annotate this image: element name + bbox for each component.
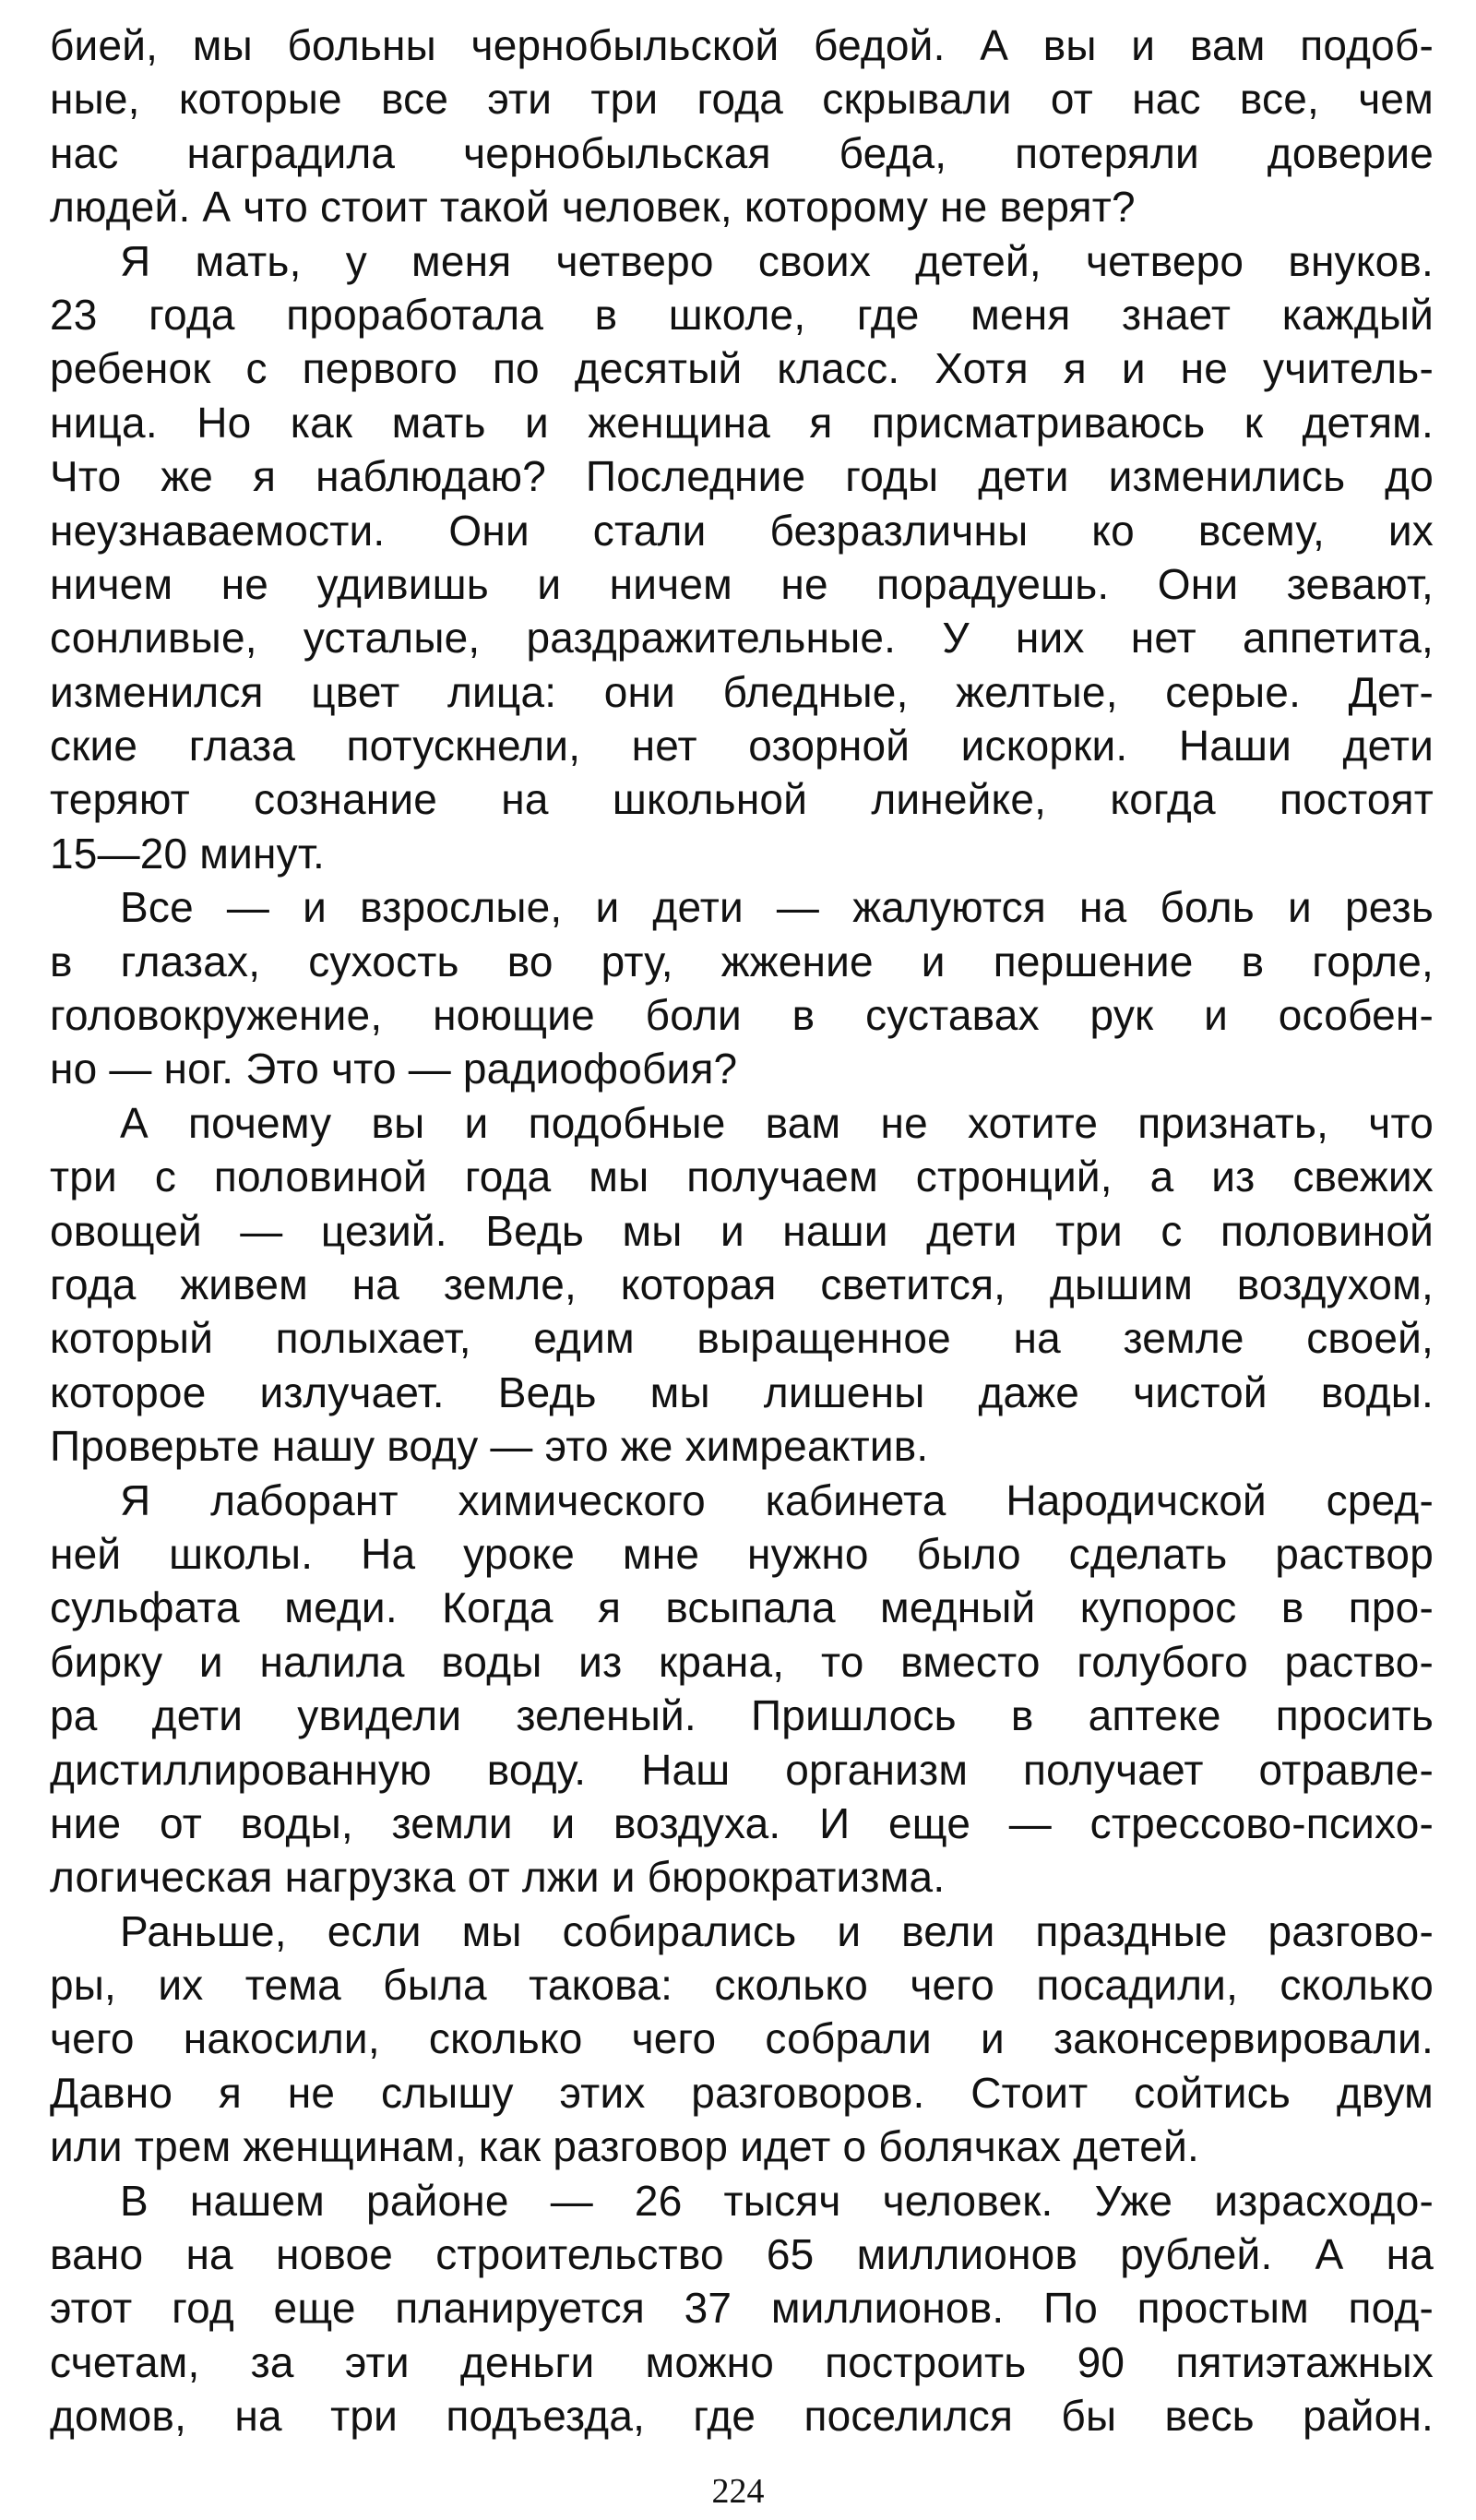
text-line: сульфата меди. Когда я всыпала медный купорос в про-	[50, 1583, 1434, 1632]
page-number: 224	[711, 2472, 765, 2511]
text-line: счетам, за эти деньги можно построить 90 пятиэтажных	[50, 2337, 1434, 2386]
text-line: В нашем районе — 26 тысяч человек. Уже израсходо-	[120, 2176, 1434, 2225]
paragraph	[50, 1905, 1434, 2174]
paragraph	[50, 234, 1434, 881]
paragraph	[50, 1474, 1434, 1905]
text-line: 23 года проработала в школе, где меня знает каждый	[50, 290, 1434, 339]
text-line: в глазах, сухость во рту, жжение и першение в горле,	[50, 937, 1434, 985]
text-line: А почему вы и подобные вам не хотите признать, что	[120, 1098, 1434, 1147]
text-line: изменился цвет лица: они бледные, желтые, серые. Дет-	[50, 667, 1434, 716]
text-line: домов, на три подъезда, где поселился бы весь район.	[50, 2392, 1434, 2441]
text-line: ные, которые все эти три года скрывали от нас все, чем	[50, 75, 1434, 124]
text-line: года живем на земле, которая светится, дышим воздухом,	[50, 1260, 1434, 1308]
text-line: сонливые, усталые, раздражительные. У них нет аппетита,	[50, 614, 1434, 663]
text-line: нас наградила чернобыльская беда, потеряли доверие	[50, 128, 1434, 177]
text-line: вано на новое строительство 65 миллионов рублей. А на	[50, 2230, 1434, 2279]
text-line: которое излучает. Ведь мы лишены даже чистой воды.	[50, 1367, 1434, 1416]
text-line: ра дети увидели зеленый. Пришлось в аптеке просить	[50, 1691, 1434, 1740]
text-line: ры, их тема была такова: сколько чего посадили, сколько	[50, 1961, 1434, 2010]
text-line: 15—20 минут.	[50, 829, 325, 878]
text-line: который полыхает, едим выращенное на земле своей,	[50, 1314, 1434, 1363]
text-line: овощей — цезий. Ведь мы и наши дети три с половиной	[50, 1206, 1434, 1255]
text-line: ребенок с первого по десятый класс. Хотя я и не учитель-	[50, 344, 1434, 393]
text-line: Давно я не слышу этих разговоров. Стоит сойтись двум	[50, 2068, 1434, 2117]
text-line: головокружение, ноющие боли в суставах рук и особен-	[50, 991, 1434, 1040]
text-line: ница. Но как мать и женщина я присматриваюсь к детям.	[50, 398, 1434, 447]
text-line: бией, мы больны чернобыльской бедой. А вы и вам подоб-	[50, 21, 1434, 69]
paragraph	[50, 18, 1434, 234]
text-line: неузнаваемости. Они стали безразличны ко всему, их	[50, 506, 1434, 555]
text-line: Я мать, у меня четверо своих детей, четверо внуков.	[120, 236, 1434, 285]
text-line: ней школы. На уроке мне нужно было сделать раствор	[50, 1529, 1434, 1578]
text-line: ние от воды, земли и воздуха. И еще — стрессово-психо-	[50, 1798, 1434, 1847]
text-line: дистиллированную воду. Наш организм получает отравле-	[50, 1745, 1434, 1794]
text-line: людей. А что стоит такой человек, которому не верят?	[50, 183, 1136, 232]
text-line: но — ног. Это что — радиофобия?	[50, 1045, 738, 1093]
page-body	[50, 18, 1434, 2510]
text-line: ские глаза потускнели, нет озорной искорки. Наши дети	[50, 722, 1434, 770]
text-line: Что же я наблюдаю? Последние годы дети изменились до	[50, 452, 1434, 501]
text-line: логическая нагрузка от лжи и бюрократизма.	[50, 1853, 946, 1902]
text-line: или трем женщинам, как разговор идет о болячках детей.	[50, 2122, 1199, 2171]
text-line: Проверьте нашу воду — это же химреактив.	[50, 1422, 929, 1471]
paragraph	[50, 1096, 1434, 1474]
text-line: Раньше, если мы собирались и вели праздные разгово-	[120, 1906, 1434, 1955]
text-line: бирку и налила воды из крана, то вместо голубого раство-	[50, 1637, 1434, 1686]
text-line: Все — и взрослые, и дети — жалуются на боль и резь	[120, 883, 1434, 932]
text-line: этот год еще планируется 37 миллионов. По простым под-	[50, 2284, 1434, 2333]
text-line: ничем не удивишь и ничем не порадуешь. Они зевают,	[50, 559, 1434, 608]
text-line: теряют сознание на школьной линейке, когда постоят	[50, 775, 1434, 824]
text-line: три с половиной года мы получаем стронций, а из свежих	[50, 1153, 1434, 1201]
text-line: Я лаборант химического кабинета Народичской сред-	[120, 1475, 1434, 1524]
text-line: чего накосили, сколько чего собрали и законсервировали.	[50, 2014, 1434, 2063]
paragraph	[50, 2174, 1434, 2443]
paragraph	[50, 880, 1434, 1096]
